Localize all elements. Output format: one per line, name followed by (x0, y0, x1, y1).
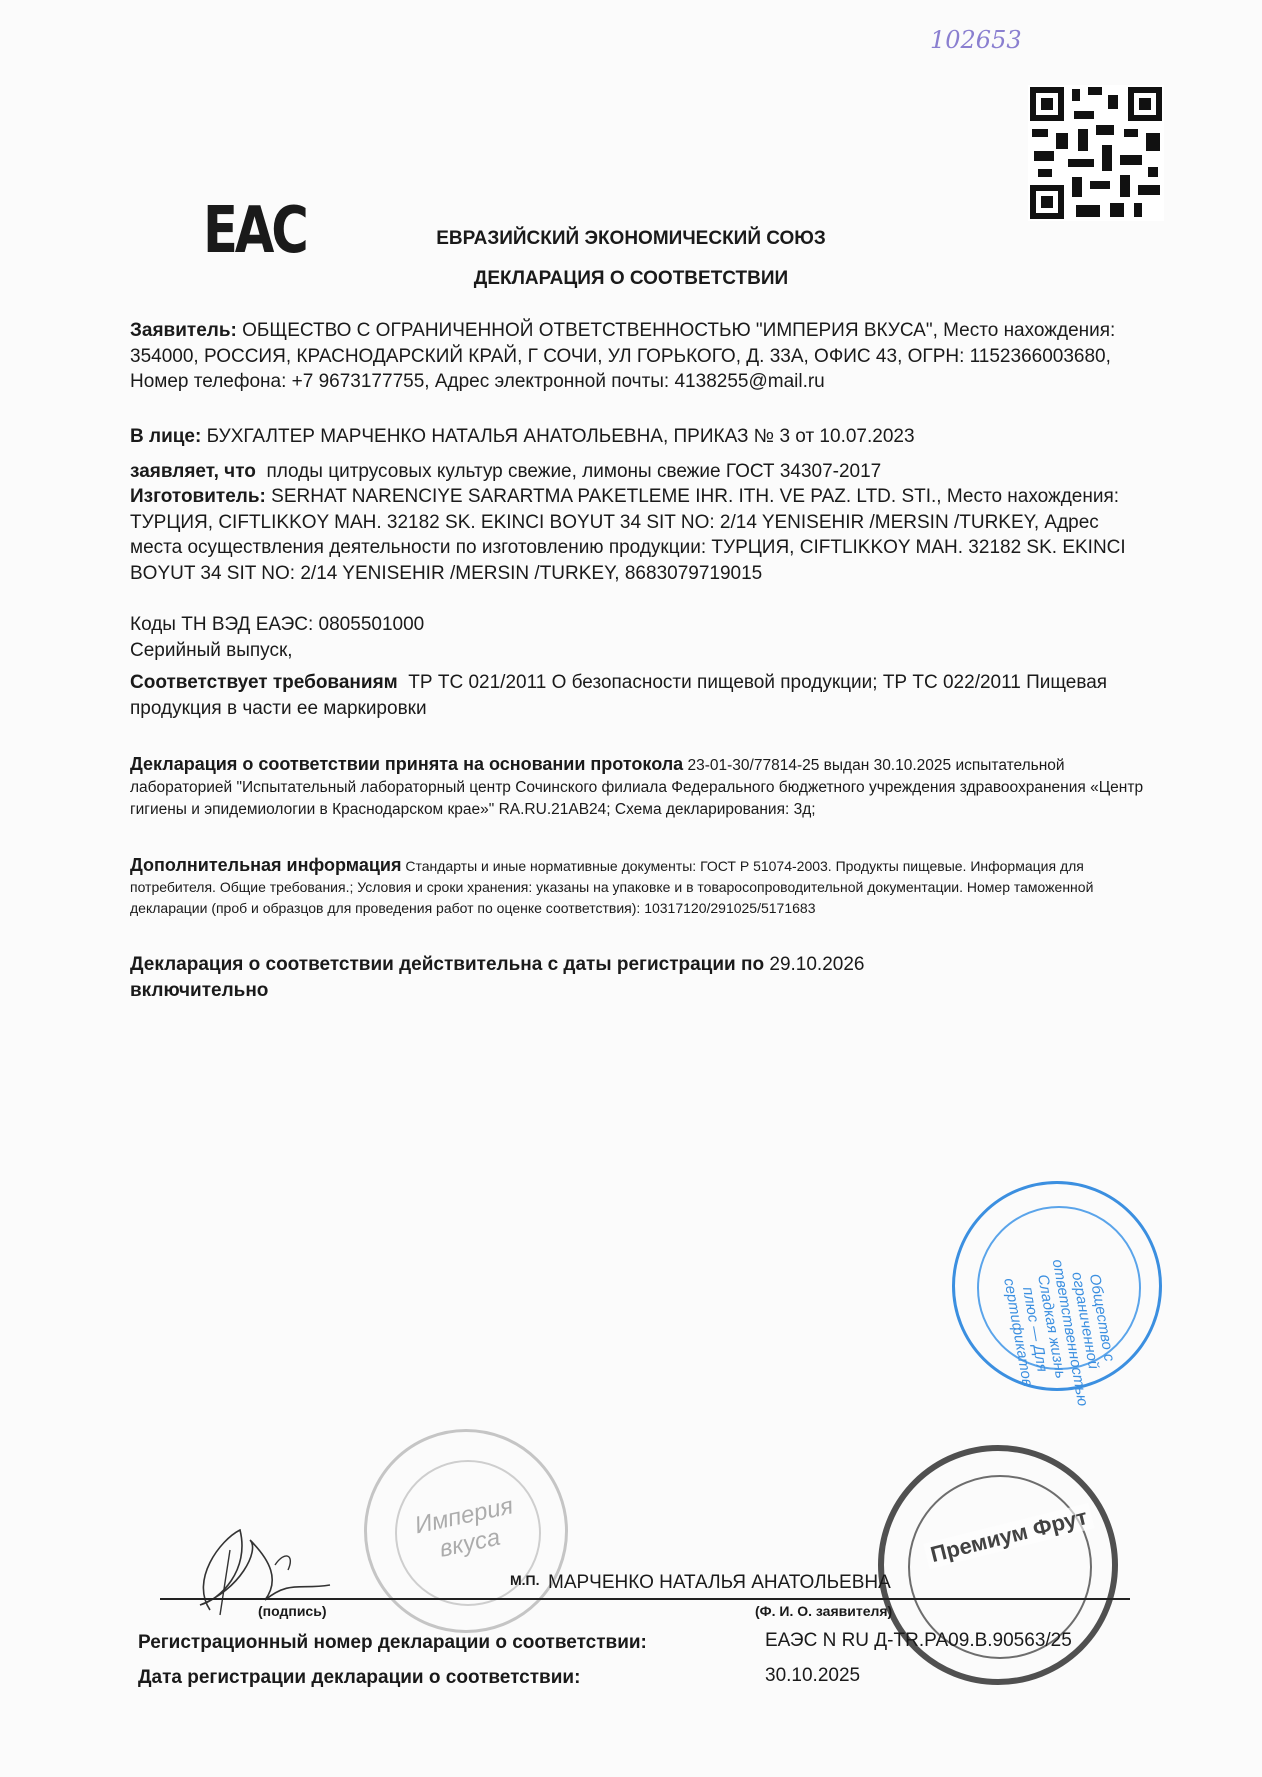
handwritten-number: 102653 (930, 26, 1022, 54)
company-stamp-imperia (364, 1429, 568, 1633)
additional-label: Дополнительная информация (130, 855, 402, 875)
registration-number: ЕАЭС N RU Д-TR.РА09.В.90563/25 (765, 1630, 1072, 1651)
basis-label: Декларация о соответствии принята на основании протокола (130, 754, 684, 774)
declares-label: заявляет, что (130, 461, 256, 482)
registration-number-label: Регистрационный номер декларации о соответствии: (138, 1632, 647, 1653)
additional-text: Стандарты и иные нормативные документы: ГОСТ Р 51074-2003. Продукты пищевые. Информация для потребителя. Общие требования.; Условия и сроки хранения: указаны на упаковке и в товаросопроводительной документации. Номер таможенной декларации (проб и образцов для проведения работ по оценке соответствия): 10317120/291025/5171683 (130, 858, 1094, 916)
qr-code (1028, 85, 1164, 221)
company-stamp-text: Империя вкуса (412, 1492, 516, 1563)
validity-date: 29.10.2026 (769, 954, 865, 975)
signature-line (160, 1598, 1130, 1600)
validity-suffix: включительно (130, 979, 269, 1001)
conforms-section (130, 670, 1150, 721)
conforms-text: ТР ТС 021/2011 О безопасности пищевой продукции; ТР ТС 022/2011 Пищевая продукция в части ее маркировки (130, 672, 1108, 719)
manufacturer-section (130, 484, 1150, 586)
blue-stamp-text: Общество с ограниченной ответственностью Сладкая жизнь плюс — Для сертификатов (1000, 1258, 1118, 1408)
represented-label: В лице: (130, 426, 202, 447)
additional-section (130, 855, 1150, 919)
signature-caption: (подпись) (258, 1603, 327, 1619)
registration-date: 30.10.2025 (765, 1665, 861, 1686)
codes: Коды ТН ВЭД ЕАЭС: 0805501000 (130, 614, 425, 635)
blue-stamp (952, 1181, 1162, 1408)
conforms-label: Соответствует требованиям (130, 672, 398, 693)
registration-date-label: Дата регистрации декларации о соответствии: (138, 1667, 581, 1688)
basis-text: 23-01-30/77814-25 выдан 30.10.2025 испытательной лабораторией "Испытательный лабораторный центр Сочинского филиала Федерального бюджетного учреждения здравоохранения «Центр гигиены и эпидемиологии в Краснодарском крае»" RA.RU.21AB24; Схема декларирования: 3д; (130, 757, 1144, 818)
applicant-section (130, 318, 1150, 395)
mp-label: М.П. (510, 1572, 540, 1588)
declares-section (130, 459, 1150, 485)
signer-name: МАРЧЕНКО НАТАЛЬЯ АНАТОЛЬЕВНА (548, 1572, 891, 1593)
premium-stamp-text: Премиум Фрут (923, 1503, 1094, 1569)
validity-label: Декларация о соответствии действительна с даты регистрации по (130, 954, 765, 975)
represented-section (130, 424, 1150, 450)
manufacturer-label: Изготовитель: (130, 486, 266, 507)
validity-section (130, 952, 1150, 1003)
name-caption: (Ф. И. О. заявителя) (755, 1603, 893, 1619)
manufacturer-text: SERHAT NARENCIYE SARARTMA PAKETLEME IHR. ITH. VE PAZ. LTD. STI., Место нахождения: ТУРЦИЯ, CIFTLIKKOY MAH. 32182 SK. EKINCI BOYUT 34 SIT NO: 2/14 YENISEHIR /MERSIN /TURKEY, Адрес места осуществления деятельности по изготовлению продукции: ТУРЦИЯ, CIFTLIKKOY MAH. 32182 SK. EKINCI BOYUT 34 SIT NO: 2/14 YENISEHIR /MERSIN /TURKEY, 8683079719015 (130, 486, 1126, 584)
represented-text: БУХГАЛТЕР МАРЧЕНКО НАТАЛЬЯ АНАТОЛЬЕВНА, ПРИКАЗ № 3 от 10.07.2023 (206, 426, 915, 447)
union-title: ЕВРАЗИЙСКИЙ ЭКОНОМИЧЕСКИЙ СОЮЗ (436, 228, 826, 249)
basis-section (130, 753, 1150, 821)
serial-release: Серийный выпуск, (130, 640, 293, 661)
document-title: ДЕКЛАРАЦИЯ О СООТВЕТСТВИИ (473, 268, 789, 289)
declares-text: плоды цитрусовых культур свежие, лимоны свежие ГОСТ 34307-2017 (266, 461, 882, 482)
eac-logo: EAC (203, 194, 306, 268)
applicant-text: ОБЩЕСТВО С ОГРАНИЧЕННОЙ ОТВЕТСТВЕННОСТЬЮ "ИМПЕРИЯ ВКУСА", Место нахождения: 354000, РОССИЯ, КРАСНОДАРСКИЙ КРАЙ, Г СОЧИ, УЛ ГОРЬКОГО, Д. 33А, ОФИС 43, ОГРН: 1152366003680, Номер телефона: +7 9673177755, Адрес электронной почты: 4138255@mail.ru (130, 320, 1116, 392)
applicant-label: Заявитель: (130, 320, 237, 341)
